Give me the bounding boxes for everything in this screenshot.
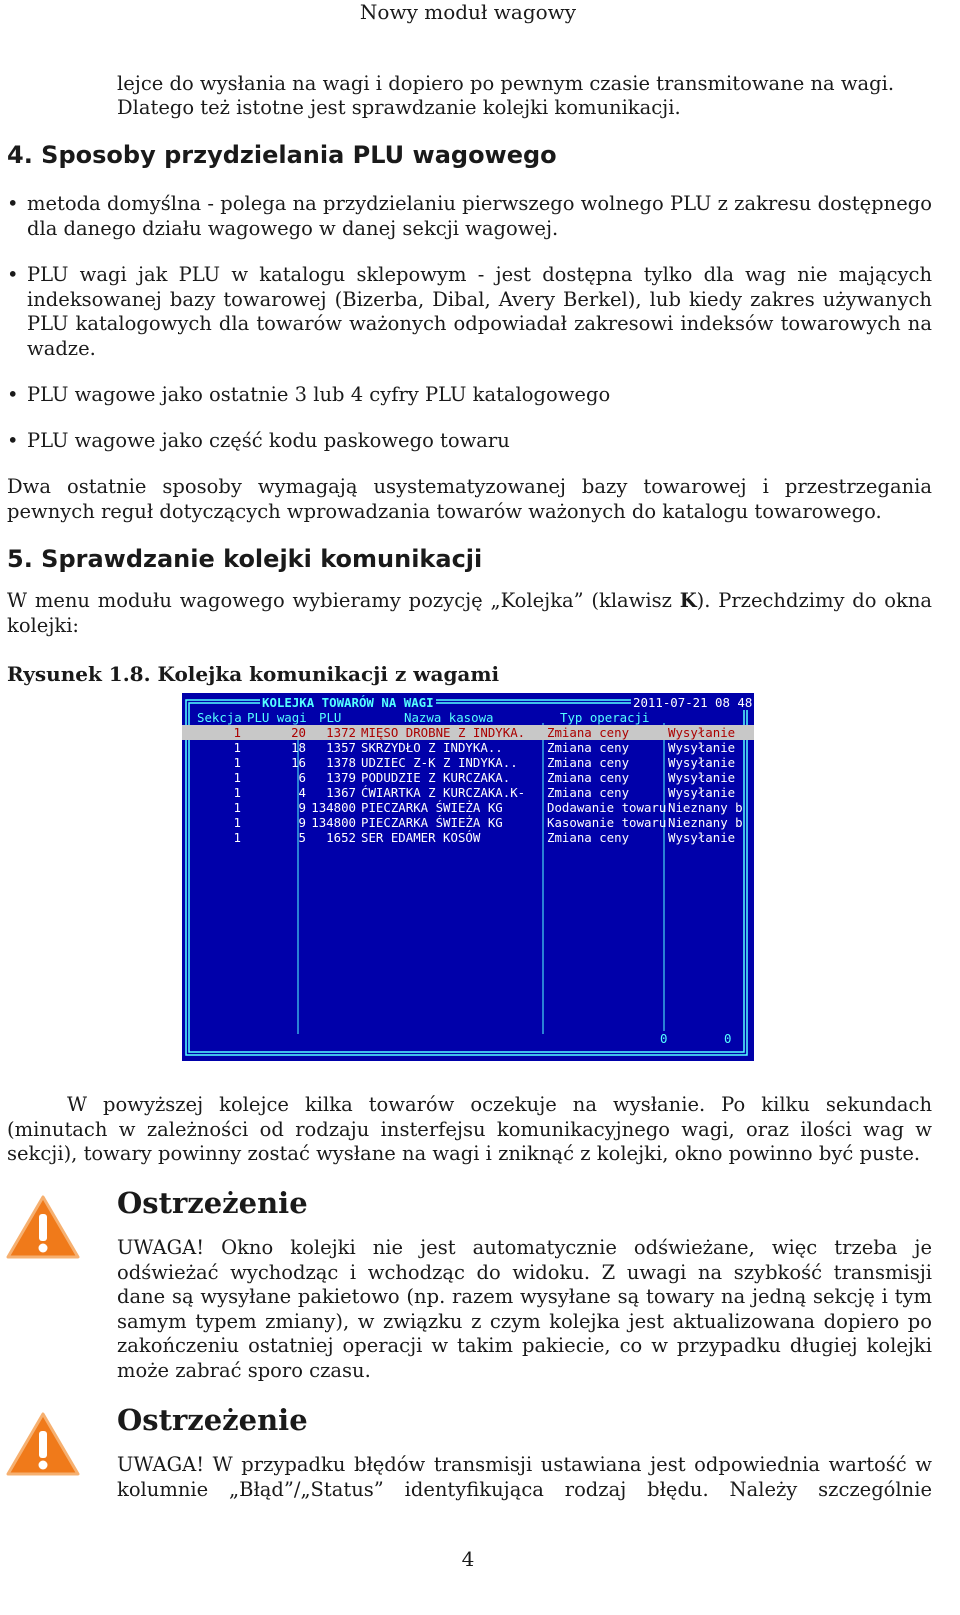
column-header-plu-wagi: PLU wagi bbox=[247, 710, 307, 725]
cell-sekcja: 1 bbox=[233, 755, 241, 770]
queue-row[interactable] bbox=[182, 725, 754, 740]
cell-plu: 1372 bbox=[326, 725, 356, 740]
bullet-dot: • bbox=[7, 263, 19, 286]
queue-row[interactable] bbox=[182, 770, 754, 785]
queue-row[interactable] bbox=[182, 830, 754, 845]
cell-plu: 1357 bbox=[326, 740, 356, 755]
bullet-dot: • bbox=[7, 192, 19, 215]
cell-status: Nieznany b bbox=[668, 800, 743, 815]
cell-sekcja: 1 bbox=[233, 770, 241, 785]
warning-title: Ostrzeżenie bbox=[117, 1403, 308, 1437]
cell-plu: 134800 bbox=[311, 800, 356, 815]
bullet-dot: • bbox=[7, 383, 19, 406]
cell-typ: Dodawanie towaru bbox=[547, 800, 667, 815]
cell-typ: Zmiana ceny bbox=[547, 770, 630, 785]
cell-plu: 1379 bbox=[326, 770, 356, 785]
cell-plu-wagi: 9 bbox=[298, 815, 306, 830]
warning-icon bbox=[6, 1411, 80, 1477]
bullet-dot: • bbox=[7, 429, 19, 452]
cell-nazwa: PIECZARKA ŚWIEŻA KG bbox=[361, 815, 503, 830]
paragraph-text-after-key: ). Przechdzimy do okna kolejki: bbox=[7, 589, 933, 637]
warning-text: UWAGA! W przypadku błędów transmisji ustawiana jest odpowiednia wartość w kolumnie „Błąd”/„Status” identyfikująca rodzaj błędu. Należy szczególnie bbox=[117, 1453, 932, 1501]
cell-status: Nieznany b bbox=[668, 815, 743, 830]
cell-nazwa: SKRZYDŁO Z INDYKA.. bbox=[361, 740, 503, 755]
bullet-item bbox=[7, 192, 932, 242]
column-header-plu: PLU bbox=[319, 710, 342, 725]
cell-plu-wagi: 4 bbox=[298, 785, 306, 800]
cell-status: Wysyłanie bbox=[668, 740, 736, 755]
running-header: Nowy moduł wagowy bbox=[359, 0, 577, 24]
cell-nazwa: MIĘSO DROBNE Z INDYKA. bbox=[361, 725, 526, 740]
footer-count-right: 0 bbox=[724, 1031, 732, 1046]
window-title: KOLEJKA TOWARÓW NA WAGI bbox=[262, 695, 434, 710]
queue-row[interactable] bbox=[182, 800, 754, 815]
cell-typ: Kasowanie towaru bbox=[547, 815, 667, 830]
warning-icon bbox=[6, 1194, 80, 1260]
cell-sekcja: 1 bbox=[233, 785, 241, 800]
cell-plu-wagi: 9 bbox=[298, 800, 306, 815]
cell-sekcja: 1 bbox=[233, 725, 241, 740]
key-shortcut: K bbox=[679, 589, 697, 612]
queue-row[interactable] bbox=[182, 755, 754, 770]
queue-window-screenshot bbox=[182, 693, 754, 1061]
cell-nazwa: ĆWIARTKA Z KURCZAKA.K- bbox=[361, 785, 526, 800]
cell-sekcja: 1 bbox=[233, 740, 241, 755]
cell-status: Wysyłanie bbox=[668, 785, 736, 800]
cell-plu-wagi: 18 bbox=[291, 740, 306, 755]
queue-row[interactable] bbox=[182, 740, 754, 755]
bullet-text: PLU wagowe jako ostatnie 3 lub 4 cyfry PLU katalogowego bbox=[27, 383, 611, 406]
cell-plu-wagi: 20 bbox=[291, 725, 306, 740]
bullet-item bbox=[7, 429, 932, 455]
column-header-typ: Typ operacji bbox=[560, 710, 650, 725]
bullet-item bbox=[7, 383, 932, 409]
section-5-paragraph bbox=[7, 589, 932, 638]
intro-line-1: lejce do wysłania na wagi i dopiero po pewnym czasie transmitowane na wagi. bbox=[117, 72, 895, 95]
cell-plu: 1367 bbox=[326, 785, 356, 800]
cell-status: Wysyłanie bbox=[668, 755, 736, 770]
queue-row[interactable] bbox=[182, 785, 754, 800]
cell-sekcja: 1 bbox=[233, 830, 241, 845]
cell-sekcja: 1 bbox=[233, 800, 241, 815]
warning-title: Ostrzeżenie bbox=[117, 1186, 308, 1220]
column-header-nazwa: Nazwa kasowa bbox=[404, 710, 494, 725]
figure-caption: Rysunek 1.8. Kolejka komunikacji z wagami bbox=[7, 662, 500, 686]
cell-sekcja: 1 bbox=[233, 815, 241, 830]
cell-typ: Zmiana ceny bbox=[547, 740, 630, 755]
after-figure-paragraph: W powyższej kolejce kilka towarów oczekuje na wysłanie. Po kilku sekundach (minutach w zależności od rodzaju insterfejsu komunikacyjnego wagi, oraz ilości wag w sekcji), towary powinny zostać wysłane na wagi i zniknąć z kolejki, okno powinno być puste. bbox=[7, 1093, 932, 1165]
cell-nazwa: PIECZARKA ŚWIEŻA KG bbox=[361, 800, 503, 815]
cell-plu-wagi: 6 bbox=[298, 770, 306, 785]
queue-row[interactable] bbox=[182, 815, 754, 830]
cell-typ: Zmiana ceny bbox=[547, 785, 630, 800]
bullet-text: PLU wagi jak PLU w katalogu sklepowym - jest dostępna tylko dla wag nie mających indeksowanej bazy towarowej (Bizerba, Dibal, Avery Berkel), lub kiedy zakres używanych PLU katalogowych dla towarów ważonych odpowiadał zakresowi indeksów towarowych na wadze. bbox=[27, 263, 932, 360]
cell-plu-wagi: 5 bbox=[298, 830, 306, 845]
section-4-heading: 4. Sposoby przydzielania PLU wagowego bbox=[7, 141, 557, 169]
cell-typ: Zmiana ceny bbox=[547, 725, 630, 740]
bullet-item bbox=[7, 263, 932, 363]
column-header-sekcja: Sekcja bbox=[197, 710, 242, 725]
cell-nazwa: UDZIEC Z-K Z INDYKA.. bbox=[361, 755, 518, 770]
section-5-heading: 5. Sprawdzanie kolejki komunikacji bbox=[7, 545, 483, 573]
bullet-text: metoda domyślna - polega na przydzielaniu pierwszego wolnego PLU z zakresu dostępnego dla danego działu wagowego w danej sekcji wagowej. bbox=[27, 192, 932, 240]
cell-status: Wysyłanie bbox=[668, 770, 736, 785]
page-number: 4 bbox=[461, 1547, 475, 1571]
cell-plu-wagi: 16 bbox=[291, 755, 306, 770]
section-4-summary: Dwa ostatnie sposoby wymagają usystematyzowanej bazy towarowej i przestrzegania pewnych reguł dotyczących wprowadzania towarów ważonych do katalogu towarowego. bbox=[7, 475, 932, 523]
cell-nazwa: PODUDZIE Z KURCZAKA. bbox=[361, 770, 511, 785]
cell-typ: Zmiana ceny bbox=[547, 755, 630, 770]
bullet-text: PLU wagowe jako część kodu paskowego towaru bbox=[27, 429, 510, 452]
paragraph-text-before-key: W menu modułu wagowego wybieramy pozycję „Kolejka” (klawisz bbox=[7, 589, 680, 612]
intro-line-2: Dlatego też istotne jest sprawdzanie kolejki komunikacji. bbox=[117, 96, 681, 119]
cell-plu: 1652 bbox=[326, 830, 356, 845]
cell-nazwa: SER EDAMER KOSÓW bbox=[361, 830, 481, 845]
cell-plu: 134800 bbox=[311, 815, 356, 830]
cell-status: Wysyłanie bbox=[668, 725, 736, 740]
footer-count-left: 0 bbox=[660, 1031, 668, 1046]
warning-text: UWAGA! Okno kolejki nie jest automatycznie odświeżane, więc trzeba je odświeżać wychodząc i wchodząc do widoku. Z uwagi na szybkość transmisji dane są wysyłane pakietowo (np. razem wysyłane są towary na jedną sekcję i tym samym typem zmiany), w związku z czym kolejka jest aktualizowana dopiero po zakończeniu ostatniej operacji w takim pakiecie, co w przypadku długiej kolejki może zabrać sporo czasu. bbox=[117, 1236, 932, 1382]
cell-status: Wysyłanie bbox=[668, 830, 736, 845]
cell-plu: 1378 bbox=[326, 755, 356, 770]
window-datetime: 2011-07-21 08 48 bbox=[633, 695, 753, 710]
cell-typ: Zmiana ceny bbox=[547, 830, 630, 845]
